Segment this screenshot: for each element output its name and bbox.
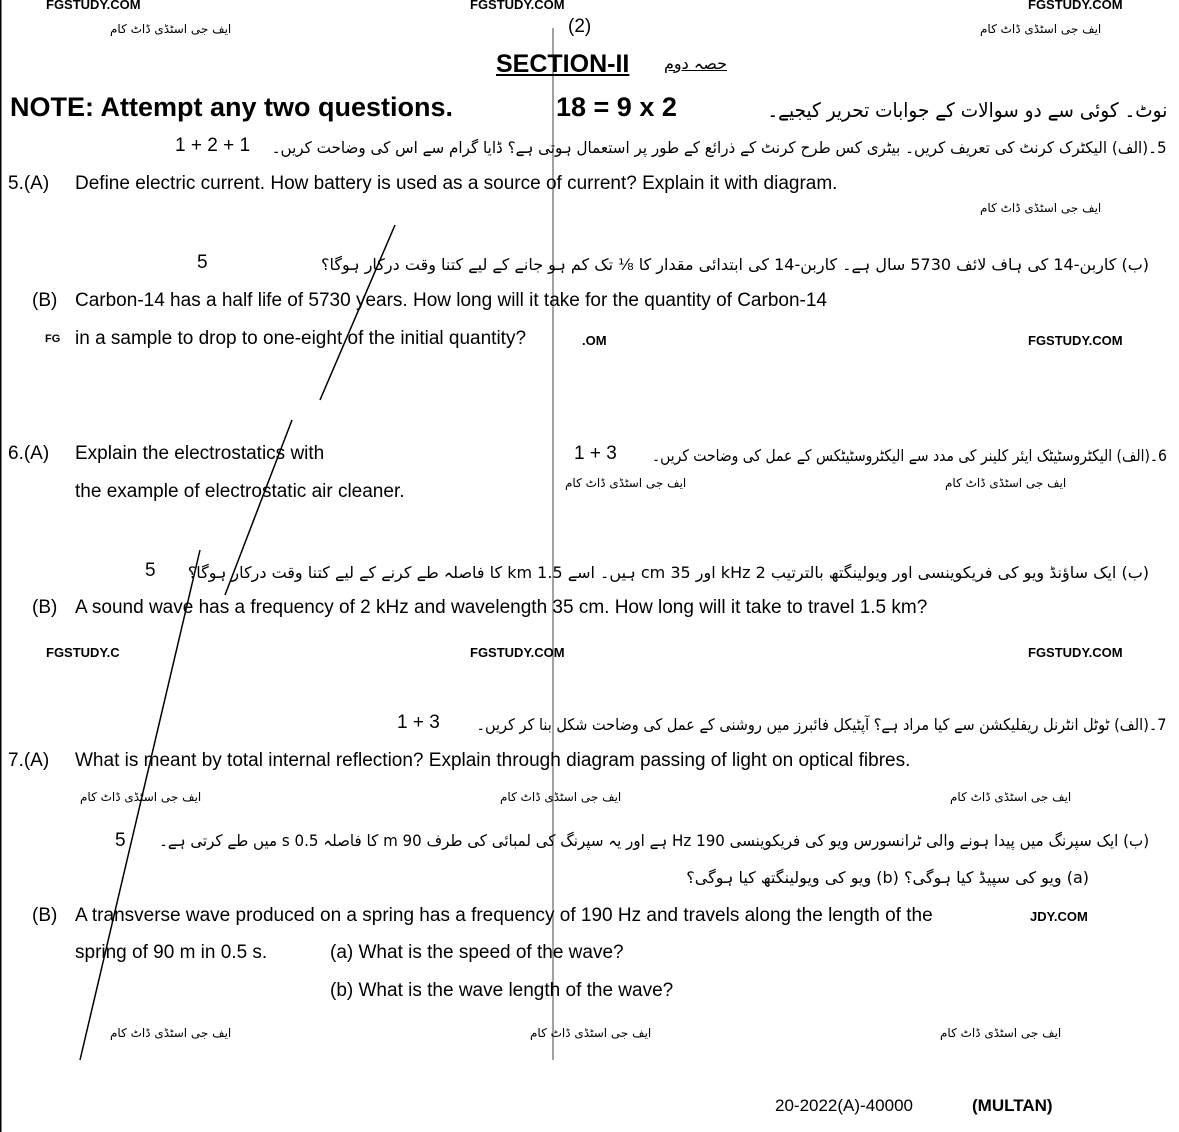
watermark-urdu: ایف جی اسٹڈی ڈاٹ کام — [110, 22, 232, 36]
watermark-urdu: ایف جی اسٹڈی ڈاٹ کام — [530, 1026, 652, 1040]
q5a-marks: 1 + 2 + 1 — [175, 135, 251, 156]
q5b-label: (B) — [32, 290, 58, 311]
page-number: (2) — [568, 16, 592, 37]
q7b-text-1: A transverse wave produced on a spring has a frequency of 190 Hz and travels along the length of the — [75, 905, 933, 926]
q7a-urdu: 7۔(الف) ٹوٹل انٹرنل ریفلیکشن سے کیا مراد ہے؟ آپٹیکل فائبرز میں روشنی کے عمل کی وضاحت شکل بنا کر کریں۔ — [477, 715, 1167, 734]
q7b-part-a: (a) What is the speed of the wave? — [330, 942, 624, 963]
q5b-text-1: Carbon-14 has a half life of 5730 years. How long will it take for the quantity of Carbon-14 — [75, 290, 827, 311]
watermark: FGSTUDY.COM — [470, 0, 565, 12]
q5b-marks: 5 — [197, 252, 208, 273]
watermark: FGSTUDY.COM — [1028, 0, 1123, 12]
watermark: FGSTUDY.COM — [470, 645, 565, 660]
q5a-urdu: 5۔(الف) الیکٹرک کرنٹ کی تعریف کریں۔ بیٹری کس طرح کرنٹ کے ذرائع کے طور پر استعمال ہوتی ہے؟ ڈایا گرام سے اس کی وضاحت کریں۔ — [272, 138, 1167, 157]
q6a-urdu: 6۔(الف) الیکٹروسٹیٹک ایئر کلینر کی مدد سے الیکٹروسٹیٹکس کے عمل کی وضاحت کریں۔ — [652, 446, 1167, 465]
board-name: (MULTAN) — [972, 1096, 1053, 1115]
q5a-label: 5.(A) — [8, 173, 50, 194]
paper-code: 20-2022(A)-40000 — [775, 1096, 913, 1115]
q7a-label: 7.(A) — [8, 750, 50, 771]
q5b-text-2: in a sample to drop to one-eight of the initial quantity? — [75, 328, 527, 349]
watermark-urdu: ایف جی اسٹڈی ڈاٹ کام — [500, 790, 622, 804]
note-english: NOTE: Attempt any two questions. — [10, 92, 454, 122]
watermark-urdu: ایف جی اسٹڈی ڈاٹ کام — [940, 1026, 1062, 1040]
q6b-urdu: (ب) ایک ساؤنڈ ویو کی فریکوینسی اور ویولینگتھ بالترتیب 2 kHz اور 35 cm ہیں۔ اسے 1.5 km کا فاصلہ طے کرنے کے لیے کتنا وقت درکار ہوگا؟ — [187, 563, 1149, 582]
q5a-text: Define electric current. How battery is used as a source of current? Explain it with diagram. — [75, 173, 838, 194]
q6a-label: 6.(A) — [8, 443, 50, 464]
watermark: FG — [45, 333, 61, 345]
watermark-urdu: ایف جی اسٹڈی ڈاٹ کام — [950, 790, 1072, 804]
q6b-label: (B) — [32, 597, 58, 618]
q7b-urdu-2: (a) ویو کی سپیڈ کیا ہوگی؟ (b) ویو کی ویولینگتھ کیا ہوگی؟ — [686, 868, 1089, 887]
q7b-urdu-1: (ب) ایک سپرنگ میں پیدا ہونے والی ٹرانسورس ویو کی فریکوینسی 190 Hz ہے اور یہ سپرنگ کی لمبائی کی طرف 90 m کا فاصلہ 0.5 s میں طے کرتی ہے۔ — [158, 831, 1149, 850]
q6b-text: A sound wave has a frequency of 2 kHz and wavelength 35 cm. How long will it take to travel 1.5 km? — [75, 597, 928, 618]
watermark: FGSTUDY.C — [46, 645, 120, 660]
q6a-text-2: the example of electrostatic air cleaner. — [75, 481, 405, 502]
q6a-text-1: Explain the electrostatics with — [75, 443, 325, 464]
watermark: FGSTUDY.COM — [1028, 333, 1123, 348]
watermark-urdu: ایف جی اسٹڈی ڈاٹ کام — [945, 476, 1067, 490]
q6b-marks: 5 — [145, 560, 156, 581]
q7a-text: What is meant by total internal reflection? Explain through diagram passing of light on optical fibres. — [75, 750, 911, 771]
watermark-urdu: ایف جی اسٹڈی ڈاٹ کام — [980, 22, 1102, 36]
watermark-urdu: ایف جی اسٹڈی ڈاٹ کام — [980, 201, 1102, 215]
note-marks: 18 = 9 x 2 — [556, 92, 677, 122]
section-title: SECTION-II — [496, 50, 630, 78]
watermark: .OM — [582, 333, 607, 348]
q5b-urdu: (ب) کاربن-14 کی ہاف لائف 5730 سال ہے۔ کاربن-14 کی ابتدائی مقدار کا ⅛ تک کم ہو جانے کے لیے کتنا وقت درکار ہوگا؟ — [320, 255, 1149, 274]
section-title-urdu: حصہ دوم — [664, 54, 727, 73]
watermark-urdu: ایف جی اسٹڈی ڈاٹ کام — [80, 790, 202, 804]
q7b-part-b: (b) What is the wave length of the wave? — [330, 980, 674, 1001]
q7b-label: (B) — [32, 905, 58, 926]
q6a-marks: 1 + 3 — [574, 443, 617, 464]
note-urdu: نوٹ۔ کوئی سے دو سوالات کے جوابات تحریر کیجیے۔ — [767, 98, 1167, 122]
watermark-urdu: ایف جی اسٹڈی ڈاٹ کام — [110, 1026, 232, 1040]
q7b-marks: 5 — [115, 830, 126, 851]
watermark-urdu: ایف جی اسٹڈی ڈاٹ کام — [565, 476, 687, 490]
watermark: FGSTUDY.COM — [1028, 645, 1123, 660]
watermark: FGSTUDY.COM — [46, 0, 141, 12]
watermark: JDY.COM — [1030, 909, 1088, 924]
q7a-marks: 1 + 3 — [397, 712, 440, 733]
q7b-text-2: spring of 90 m in 0.5 s. — [75, 942, 268, 963]
